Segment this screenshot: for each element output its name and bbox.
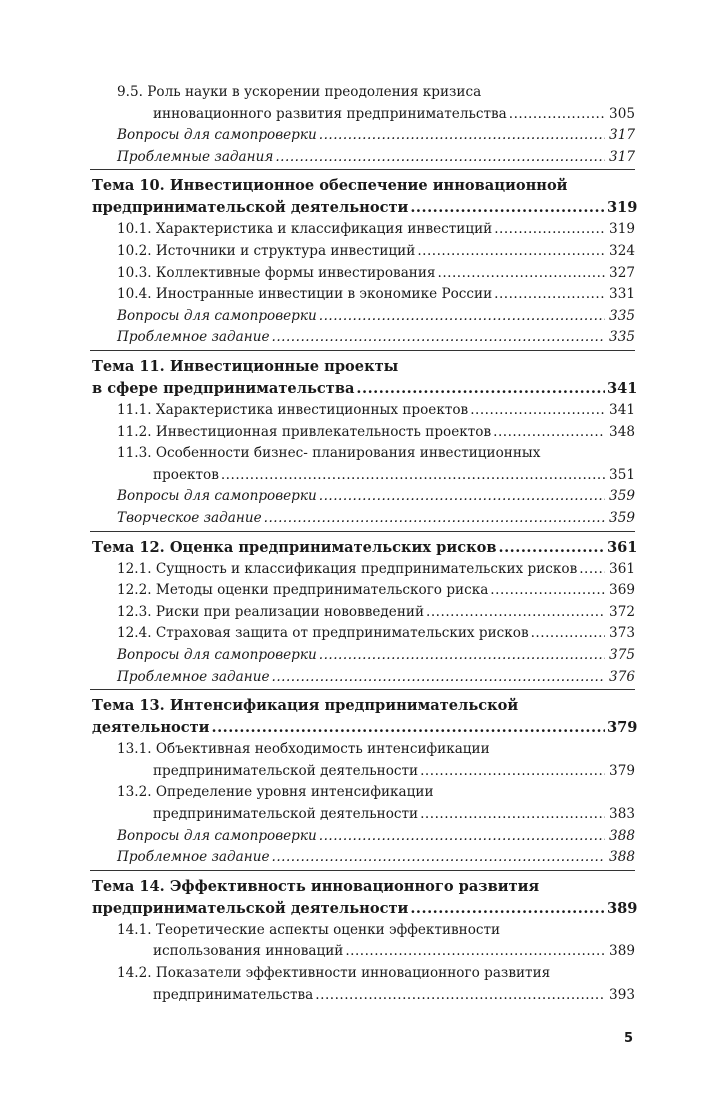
section-divider xyxy=(90,531,635,532)
dot-leader xyxy=(272,667,605,689)
toc-page-number: 335 xyxy=(609,329,635,346)
toc-page-number: 327 xyxy=(609,264,635,281)
toc-entry-line xyxy=(153,941,635,963)
toc-entry-title: 14.1. Теоретические аспекты оценки эффективности xyxy=(117,921,501,938)
toc-entry-title: Тема 12. Оценка предпринимательских рисков xyxy=(92,538,497,556)
toc-entry-title: 10.2. Источники и структура инвестиций xyxy=(117,243,416,259)
toc-entry-line xyxy=(117,920,635,942)
toc-topic-line xyxy=(92,378,638,400)
toc-entry-line xyxy=(117,400,635,422)
dot-leader xyxy=(494,284,605,306)
toc-entry-title: Тема 10. Инвестиционное обеспечение инновационной xyxy=(92,177,568,195)
dot-leader xyxy=(426,602,605,624)
toc-entry-title: 12.2. Методы оценки предпринимательского риска xyxy=(117,582,489,599)
dot-leader xyxy=(275,147,605,169)
toc-entry-line xyxy=(117,623,635,645)
toc-entry-line xyxy=(117,739,635,761)
dot-leader xyxy=(438,263,606,285)
toc-page-number: 341 xyxy=(607,380,638,397)
dot-leader xyxy=(221,465,605,487)
toc-entry-title: Вопросы для самопроверки xyxy=(117,488,317,505)
toc-entry-title: Вопросы для самопроверки xyxy=(117,827,317,844)
toc-entry-line xyxy=(117,263,635,285)
toc-entry-line xyxy=(117,147,635,169)
toc-topic-line xyxy=(92,356,635,378)
toc-entry-title: 10.1. Характеристика и классификация инвестиций xyxy=(117,221,493,238)
toc-entry-title: предпринимательской деятельности xyxy=(92,199,409,217)
toc-topic-line xyxy=(92,898,638,920)
toc-entry-title: 13.2. Определение уровня интенсификации xyxy=(117,784,434,801)
toc-entry-title: Вопросы для самопроверки xyxy=(117,647,317,663)
section-divider xyxy=(90,169,635,170)
toc-entry-title: предпринимательской деятельности xyxy=(153,762,419,779)
toc-page-number: 379 xyxy=(607,719,638,737)
toc-page-number: 341 xyxy=(609,402,635,418)
toc-entry-line xyxy=(153,104,635,126)
toc-entry-title: 13.1. Объективная необходимость интенсификации xyxy=(117,741,490,758)
toc-entry-title: проектов xyxy=(153,466,219,483)
dot-leader xyxy=(470,400,605,422)
toc-page-number: 348 xyxy=(609,423,635,440)
toc-page-number: 375 xyxy=(609,647,635,663)
toc-entry-line xyxy=(117,284,635,306)
dot-leader xyxy=(272,327,605,349)
toc-entry-title: Вопросы для самопроверки xyxy=(117,127,317,144)
dot-leader xyxy=(319,125,605,147)
toc-entry-title: 11.2. Инвестиционная привлекательность проектов xyxy=(117,423,492,440)
toc-entry-line xyxy=(153,465,635,487)
toc-entry-title: деятельности xyxy=(92,719,210,737)
dot-leader xyxy=(264,508,605,530)
toc-page-number: 379 xyxy=(609,762,635,779)
toc-entry-line xyxy=(117,645,635,667)
toc-page-number: 331 xyxy=(609,286,635,303)
toc-entry-line xyxy=(117,559,635,581)
dot-leader xyxy=(356,378,605,400)
dot-leader xyxy=(499,537,606,559)
section-divider xyxy=(90,689,635,690)
toc-page-number: 361 xyxy=(607,538,638,556)
toc-page-number: 388 xyxy=(609,827,635,844)
toc-page-number: 359 xyxy=(609,510,635,526)
dot-leader xyxy=(490,580,605,602)
toc-entry-title: 14.2. Показатели эффективности инновационного развития xyxy=(117,965,551,981)
toc-entry-title: 11.3. Особенности бизнес- планирования инвестиционных xyxy=(117,445,541,462)
toc-topic-line xyxy=(92,197,638,219)
toc-entry-line xyxy=(117,443,635,465)
toc-entry-line xyxy=(117,602,635,624)
toc-page-number: 351 xyxy=(609,466,635,483)
toc-page-number: 317 xyxy=(609,148,635,165)
toc-entry-title: предпринимательской деятельности xyxy=(92,899,409,917)
page-number: 5 xyxy=(624,1031,634,1046)
toc-entry-title: предпринимательства xyxy=(153,986,314,1003)
dot-leader xyxy=(420,804,605,826)
toc-page-number: 359 xyxy=(609,488,635,505)
toc-entry-title: использования инноваций xyxy=(153,943,344,960)
toc-entry-line xyxy=(117,826,635,848)
toc-page-number: 317 xyxy=(609,127,635,144)
toc-entry-title: 12.4. Страховая защита от предпринимательских рисков xyxy=(117,625,529,642)
toc-page-number: 389 xyxy=(609,943,635,960)
toc-entry-title: предпринимательской деятельности xyxy=(153,806,419,822)
toc-entry-title: Проблемные задания xyxy=(117,148,274,165)
toc-entry-title: 10.3. Коллективные формы инвестирования xyxy=(117,264,436,281)
dot-leader xyxy=(315,985,605,1007)
toc-entry-title: 10.4. Иностранные инвестиции в экономике России xyxy=(117,286,493,303)
toc-entry-line xyxy=(117,580,635,602)
toc-entry-title: Вопросы для самопроверки xyxy=(117,307,317,324)
toc-topic-line xyxy=(92,175,635,197)
dot-leader xyxy=(410,197,605,219)
toc-entry-title: Творческое задание xyxy=(117,510,262,526)
dot-leader xyxy=(319,645,605,667)
toc-page-number: 393 xyxy=(609,986,635,1003)
dot-leader xyxy=(211,717,605,739)
toc-entry-line xyxy=(117,667,635,689)
toc-page-number: 388 xyxy=(609,849,635,866)
toc-page-number: 373 xyxy=(609,625,635,642)
toc-entry-line xyxy=(153,985,635,1007)
dot-leader xyxy=(420,761,605,783)
toc-page-number: 305 xyxy=(609,105,635,122)
toc-topic-line xyxy=(92,537,638,559)
toc-page-number: 335 xyxy=(609,307,635,324)
dot-leader xyxy=(417,241,605,263)
toc-entry-title: в сфере предпринимательства xyxy=(92,380,355,397)
toc-entry-line xyxy=(117,486,635,508)
toc-entry-title: 12.3. Риски при реализации нововведений xyxy=(117,603,425,620)
toc-entry-line xyxy=(117,782,635,804)
dot-leader xyxy=(319,826,605,848)
toc-entry-title: Проблемное задание xyxy=(117,849,270,866)
toc-page-number: 369 xyxy=(609,582,635,599)
toc-entry-title: Тема 14. Эффективность инновационного развития xyxy=(92,877,540,895)
toc-entry-line xyxy=(117,219,635,241)
toc-entry-line xyxy=(117,82,635,104)
toc-entry-title: Тема 13. Интенсификация предпринимательской xyxy=(92,697,519,715)
toc-entry-line xyxy=(117,422,635,444)
dot-leader xyxy=(319,306,605,328)
toc-entry-title: Проблемное задание xyxy=(117,329,270,346)
toc-entry-title: 11.1. Характеристика инвестиционных проектов xyxy=(117,402,469,418)
toc-page-number: 319 xyxy=(607,199,638,217)
toc-entry-line xyxy=(117,963,635,985)
toc-topic-line xyxy=(92,717,638,739)
section-divider xyxy=(90,350,635,351)
toc-entry-line xyxy=(153,804,635,826)
dot-leader xyxy=(410,898,605,920)
toc-entry-line xyxy=(117,241,635,263)
toc-entry-line xyxy=(117,847,635,869)
dot-leader xyxy=(319,486,605,508)
toc-page-number: 319 xyxy=(609,221,635,238)
toc-page-number: 389 xyxy=(607,899,638,917)
toc-entry-line xyxy=(153,761,635,783)
dot-leader xyxy=(345,941,605,963)
toc-entry-title: Тема 11. Инвестиционные проекты xyxy=(92,358,399,375)
toc-page-number: 383 xyxy=(609,806,635,822)
toc-page-number: 372 xyxy=(609,603,635,620)
toc-entry-line xyxy=(117,125,635,147)
toc-topic-line xyxy=(92,695,635,717)
dot-leader xyxy=(493,422,605,444)
dot-leader xyxy=(509,104,605,126)
toc-page-number: 324 xyxy=(609,243,635,259)
toc-entry-line xyxy=(117,508,635,530)
toc-entry-line xyxy=(117,306,635,328)
toc-topic-line xyxy=(92,876,635,898)
dot-leader xyxy=(579,559,605,581)
toc-entry-title: 12.1. Сущность и классификация предпринимательских рисков xyxy=(117,560,578,577)
dot-leader xyxy=(494,219,605,241)
toc-entry-line xyxy=(117,327,635,349)
toc-page-number: 376 xyxy=(609,668,635,685)
dot-leader xyxy=(272,847,605,869)
toc-page-number: 361 xyxy=(609,560,635,577)
toc-entry-title: 9.5. Роль науки в ускорении преодоления кризиса xyxy=(117,84,482,100)
toc-entry-title: инновационного развития предпринимательства xyxy=(153,105,507,122)
section-divider xyxy=(90,870,635,871)
dot-leader xyxy=(531,623,605,645)
toc-entry-title: Проблемное задание xyxy=(117,668,270,685)
